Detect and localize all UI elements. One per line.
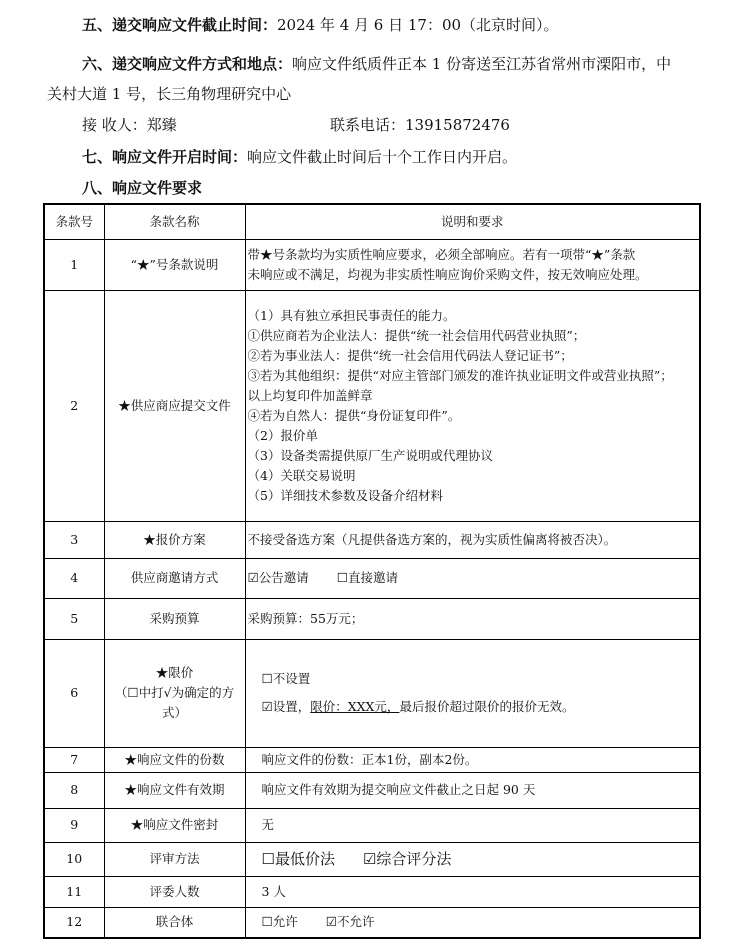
- checked-box-icon[interactable]: ☑: [247, 570, 259, 585]
- row-desc: [245, 239, 700, 290]
- desc-line: 不接受备选方案（凡提供备选方案的，视为实质性偏离将被否决）。: [247, 531, 617, 547]
- row-no: 10: [44, 842, 104, 876]
- option[interactable]: [262, 850, 335, 868]
- desc-line: 以上均复印件加盖鲜章: [247, 387, 373, 403]
- row-no: 1: [44, 239, 104, 290]
- option-label: 综合评分法: [376, 850, 452, 868]
- row-desc: [245, 639, 700, 747]
- table-row: [44, 876, 700, 907]
- row-name: [104, 907, 245, 938]
- option-label: 公告邀请: [258, 570, 309, 585]
- desc-line: （5）详细技术参数及设备介绍材料: [247, 487, 443, 503]
- row-name: [104, 772, 245, 808]
- table-row: [44, 772, 700, 808]
- option[interactable]: [262, 914, 298, 929]
- row-desc: [245, 598, 700, 639]
- table-row: [44, 558, 700, 598]
- row-name: [104, 876, 245, 907]
- table-header: [44, 204, 700, 239]
- table-row: [44, 290, 700, 521]
- row-desc: [245, 842, 700, 876]
- option[interactable]: [248, 570, 309, 585]
- row-no: 2: [44, 290, 104, 521]
- table-row: [44, 842, 700, 876]
- row-name-text: 评委人数: [149, 883, 200, 899]
- row-name-text: 评审方法: [149, 851, 200, 866]
- row-no: 12: [44, 907, 104, 938]
- header-no: 条款号: [44, 204, 104, 239]
- row-name-text: ★响应文件有效期: [124, 782, 225, 797]
- option[interactable]: [363, 850, 451, 868]
- row-name-text: ★响应文件密封: [130, 817, 219, 832]
- row-desc: [245, 747, 700, 772]
- row-desc: [245, 772, 700, 808]
- option-label: 不允许: [336, 914, 375, 930]
- row-name-text: ★限价: [155, 665, 194, 680]
- option-label: 最低价法: [274, 850, 335, 868]
- row-desc: [245, 558, 700, 598]
- row-name: [104, 521, 245, 558]
- checkbox-icon[interactable]: ☐: [336, 570, 348, 585]
- desc-line: ③若为其他组织：提供“对应主管部门颁发的准许执业证明文件或营业执照”；: [247, 367, 673, 383]
- desc-line: 响应文件的份数：正本1份，副本2份。: [261, 751, 478, 767]
- desc-line: 带★号条款均为实质性响应要求，必须全部响应。若有一项带“★”条款: [247, 246, 636, 262]
- desc-line: 无: [261, 817, 275, 832]
- checkbox-icon[interactable]: ☐: [261, 850, 275, 868]
- row-no: 7: [44, 747, 104, 772]
- desc-line: （4）关联交易说明: [247, 467, 356, 483]
- limit-rest: 最后报价超过限价的报价无效。: [399, 699, 575, 714]
- row-desc: [245, 907, 700, 938]
- section-5: [82, 14, 559, 35]
- desc-line: 未响应或不满足，均视为非实质性响应询价采购文件，按无效响应处理。: [247, 266, 648, 282]
- section-7-heading: 七、响应文件开启时间：: [82, 148, 248, 166]
- table-row: [44, 598, 700, 639]
- desc-line: （3）设备类需提供原厂生产说明或代理协议: [247, 447, 493, 463]
- section-6-heading: 六、递交响应文件方式和地点：: [82, 55, 293, 73]
- row-no: 8: [44, 772, 104, 808]
- checked-box-icon[interactable]: ☑: [325, 914, 337, 930]
- table-row: [44, 639, 700, 747]
- desc-line: （1）具有独立承担民事责任的能力。: [247, 307, 456, 323]
- row-no: 5: [44, 598, 104, 639]
- option-label: 直接邀请: [347, 570, 398, 585]
- section-5-heading: 五、递交响应文件截止时间：: [82, 16, 278, 34]
- row-no: 11: [44, 876, 104, 907]
- section-7-text: 响应文件截止时间后十个工作日内开启。: [247, 148, 518, 166]
- checked-box-icon[interactable]: ☑: [362, 850, 377, 868]
- option-label: 不设置: [272, 671, 311, 686]
- row-name-text: 采购预算: [149, 610, 200, 626]
- row-desc: [245, 876, 700, 907]
- section-6-text-cont: 关村大道 1 号，长三角物理研究中心: [47, 85, 292, 103]
- row-name: [104, 239, 245, 290]
- desc-line: ④若为自然人：提供“身份证复印件”。: [247, 407, 461, 423]
- row-no: 6: [44, 639, 104, 747]
- row-name-text: ★供应商应提交文件: [118, 397, 231, 413]
- row-name-text: 供应商邀请方式: [130, 570, 219, 585]
- row-name-text: ★响应文件的份数: [124, 751, 225, 767]
- section-6-text: 响应文件纸质件正本 1 份寄送至江苏省常州市溧阳市，中: [292, 55, 672, 73]
- option-label: 允许: [272, 914, 298, 930]
- desc-line: 响应文件有效期为提交响应文件截止之日起 90 天: [261, 782, 536, 797]
- option[interactable]: [337, 570, 398, 585]
- row-name: [104, 639, 245, 747]
- row-name-note: （☐中打√为确定的方式）: [114, 685, 235, 720]
- header-name: 条款名称: [104, 204, 245, 239]
- row-name-text: ★报价方案: [143, 531, 206, 547]
- recipient: 接 收人：郑臻: [82, 116, 177, 134]
- row-name-text: 联合体: [155, 914, 194, 930]
- desc-line: ①供应商若为企业法人：提供“统一社会信用代码营业执照”；: [247, 327, 586, 343]
- desc-line: 3 人: [261, 883, 286, 899]
- desc-line: ②若为事业法人：提供“统一社会信用代码法人登记证书”；: [247, 347, 573, 363]
- table-row: [44, 239, 700, 290]
- checkbox-icon[interactable]: ☐: [261, 914, 273, 930]
- limit-price: 限价：XXX元，: [310, 699, 400, 714]
- checked-box-icon[interactable]: ☑: [261, 699, 273, 714]
- section-8-heading: 八、响应文件要求: [82, 179, 203, 197]
- section-6: [82, 53, 671, 74]
- row-name: [104, 290, 245, 521]
- section-7: [82, 146, 517, 167]
- table-row: [44, 521, 700, 558]
- option[interactable]: [248, 697, 698, 717]
- row-desc: [245, 808, 700, 842]
- row-name: [104, 842, 245, 876]
- row-name: [104, 808, 245, 842]
- row-desc: [245, 290, 700, 521]
- row-name: [104, 558, 245, 598]
- checkbox-icon[interactable]: ☐: [261, 671, 273, 686]
- table-row: [44, 747, 700, 772]
- row-desc: [245, 521, 700, 558]
- option-label: 设置，: [272, 699, 311, 714]
- option[interactable]: [248, 669, 698, 689]
- row-name-text: “★”号条款说明: [130, 256, 219, 272]
- row-name: [104, 598, 245, 639]
- row-no: 4: [44, 558, 104, 598]
- phone: 联系电话：13915872476: [330, 116, 510, 134]
- header-desc: 说明和要求: [245, 204, 700, 239]
- option[interactable]: [326, 914, 375, 929]
- row-no: 3: [44, 521, 104, 558]
- requirements-table: [43, 203, 701, 939]
- row-no: 9: [44, 808, 104, 842]
- desc-line: （2）报价单: [247, 427, 318, 443]
- table-row: [44, 907, 700, 938]
- row-name: [104, 747, 245, 772]
- table-row: [44, 808, 700, 842]
- section-5-text: 2024 年 4 月 6 日 17：00（北京时间）。: [277, 16, 559, 34]
- desc-line: 采购预算：55万元；: [247, 610, 364, 626]
